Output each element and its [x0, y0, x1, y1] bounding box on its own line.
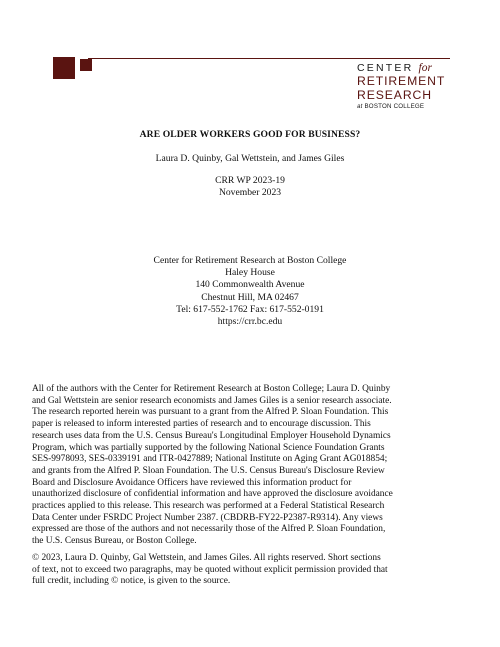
disclaimer-line: Program, which was partially supported by the following National Science Foundation Grants	[32, 442, 385, 453]
address-building: Haley House	[225, 267, 275, 279]
disclaimer-line: and grants from the Alfred P. Sloan Foundation. The U.S. Census Bureau's Disclosure Review	[32, 465, 385, 476]
address-city: Chestnut Hill, MA 02467	[201, 291, 299, 303]
disclaimer-line: expressed are those of the authors and not necessarily those of the Alfred P. Sloan Foundation,	[32, 524, 386, 535]
address-block	[0, 255, 500, 328]
logo-line-retirement: RETIREMENT	[357, 74, 446, 88]
address-street: 140 Commonwealth Avenue	[195, 279, 305, 291]
disclaimer-line: unauthorized disclosure of confidential information and have approved the disclosure avoidance	[32, 489, 393, 500]
copyright-paragraph	[32, 553, 473, 588]
copyright-line: of text, not to exceed two paragraphs, may be quoted without explicit permission provided that	[32, 564, 388, 575]
logo-line-boston-college: at BOSTON COLLEGE	[357, 103, 425, 110]
logo-line-research: RESEARCH	[357, 88, 432, 102]
logo-mark-small-square	[80, 59, 92, 71]
paper-authors: Laura D. Quinby, Gal Wettstein, and James Giles	[155, 153, 345, 164]
disclaimer-paragraph	[32, 384, 473, 548]
working-paper-number: CRR WP 2023-19	[215, 175, 285, 186]
disclaimer-line: practices applied to this release. This research was performed at a Federal Statistical Research	[32, 501, 385, 512]
disclaimer-line: and Gal Wettstein are senior research economists and James Giles is a senior research associate.	[32, 395, 392, 406]
copyright-line: © 2023, Laura D. Quinby, Gal Wettstein, and James Giles. All rights reserved. Short sections	[32, 553, 381, 563]
disclaimer-line: research uses data from the U.S. Census Bureau's Longitudinal Employer Household Dynamics	[32, 430, 391, 441]
paper-identifiers	[0, 175, 500, 199]
crr-logo	[357, 62, 452, 111]
disclaimer-line: The research reported herein was pursuant to a grant from the Alfred P. Sloan Foundation. This	[32, 407, 389, 418]
disclaimer-line: the U.S. Census Bureau, or Boston College.	[32, 536, 197, 547]
header-rule	[88, 58, 450, 59]
paper-date: November 2023	[218, 187, 282, 199]
disclaimer-line: Data Center under FSRDC Project Number 2387. (CBDRB-FY22-P2387-R9314). Any views	[32, 512, 383, 523]
address-org: Center for Retirement Research at Boston College	[153, 255, 347, 266]
address-url: https://crr.bc.edu	[217, 316, 283, 328]
disclaimer-line: All of the authors with the Center for Retirement Research at Boston College; Laura D. Quinby	[32, 384, 391, 394]
logo-mark-large-square	[53, 57, 75, 79]
disclaimer-line: paper is released to inform interested parties of research and to encourage discussion. This	[32, 419, 371, 430]
address-phone: Tel: 617-552-1762 Fax: 617-552-0191	[176, 303, 324, 315]
logo-line-center: CENTER for	[357, 62, 432, 74]
disclaimer-line: Board and Disclosure Avoidance Officers have reviewed this information product for	[32, 477, 352, 488]
paper-title: ARE OLDER WORKERS GOOD FOR BUSINESS?	[139, 129, 361, 140]
copyright-line: full credit, including © notice, is given to the source.	[32, 576, 231, 587]
disclaimer-line: SES-9978093, SES-0339191 and ITR-0427889; National Institute on Aging Grant AG018854;	[32, 454, 388, 465]
